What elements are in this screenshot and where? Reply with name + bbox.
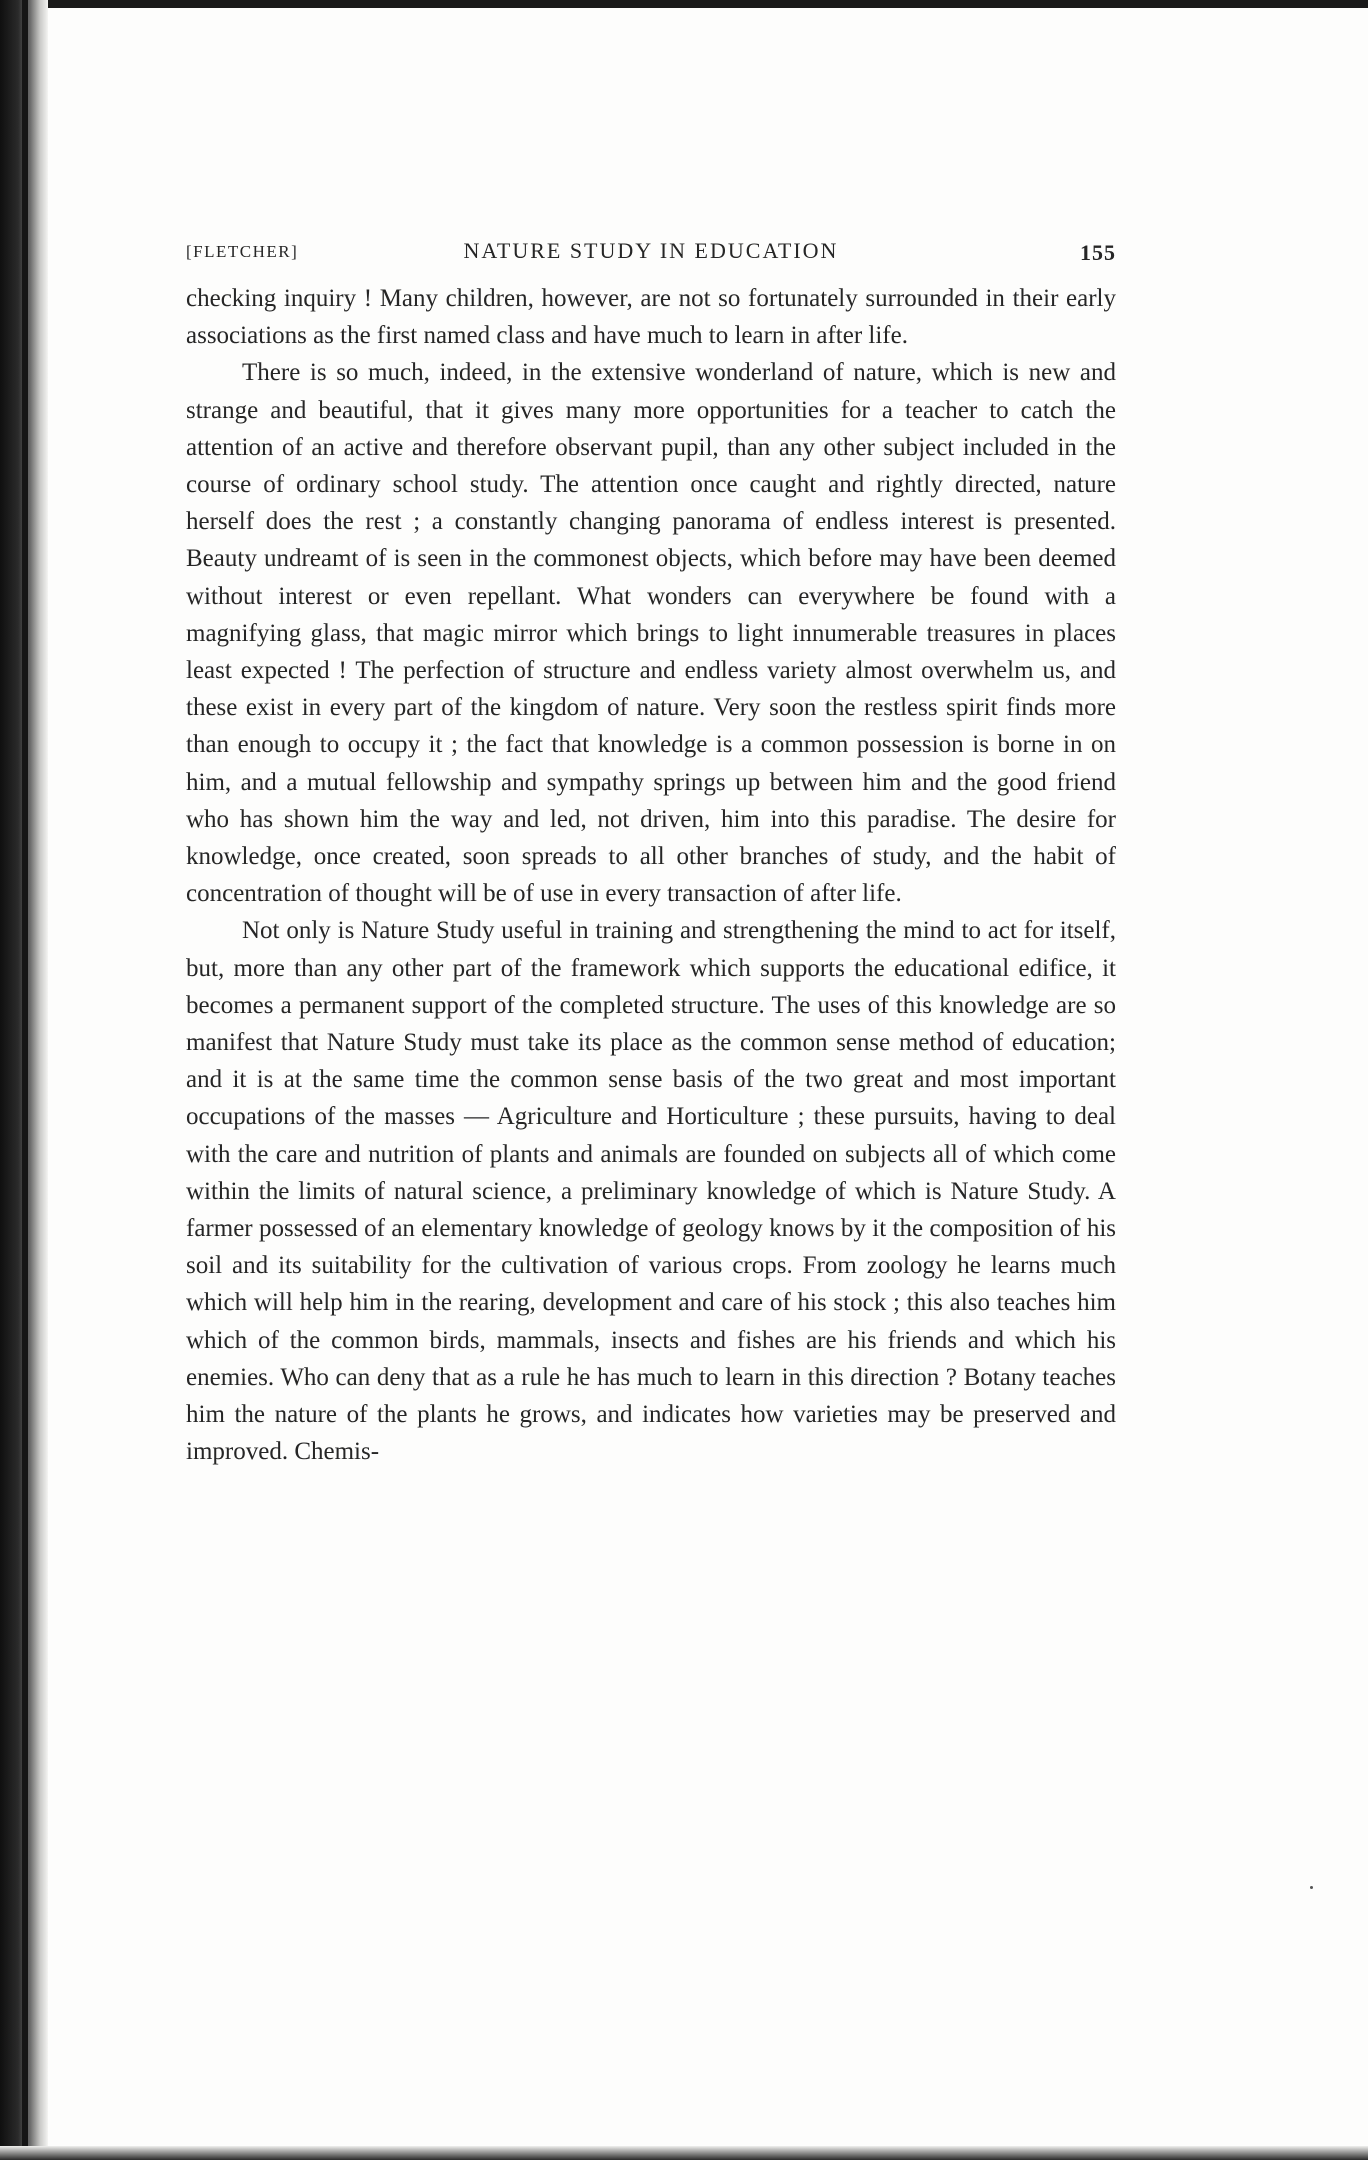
paragraph-2: There is so much, indeed, in the extensive wonderland of nature, which is new and strange and beautiful, that it gives many more opportunities for a teacher to catch the attention of an active and therefore observant pupil, than any other subject included in the course of ordinary school study. The attention once caught and rightly directed, nature herself does the rest ; a constantly changing panorama of endless interest is presented. Beauty undreamt of is seen in the commonest objects, which before may have been deemed without interest or even repellant. What wonders can everywhere be found with a magnifying glass, that magic mirror which brings to light innumerable treasures in places least expected ! The perfection of structure and endless variety almost overwhelm us, and these exist in every part of the kingdom of nature. Very soon the restless spirit finds more than enough to occupy it ; the fact that knowledge is a common possession is borne in on him, and a mutual fellowship and sympathy springs up between him and the good friend who has shown him the way and led, not driven, him into this paradise. The desire for knowledge, once created, soon spreads to all other branches of study, and the habit of concentration of thought will be of use in every transaction of after life. <box>186 359 1116 908</box>
binding-rule <box>22 0 28 2160</box>
scan-top-edge <box>0 0 1368 8</box>
body-text <box>186 280 1116 1471</box>
paragraph-3: Not only is Nature Study useful in training and strengthening the mind to act for itself, but, more than any other part of the framework which supports the educational edifice, it becomes a permanent support of the completed structure. The uses of this knowledge are so manifest that Nature Study must take its place as the common sense method of education; and it is at the same time the common sense basis of the two great and most important occupations of the masses — Agriculture and Horticulture ; these pursuits, having to deal with the care and nutrition of plants and animals are founded on subjects all of which come within the limits of natural science, a preliminary knowledge of which is Nature Study. A farmer possessed of an elementary knowledge of geology knows by it the composition of his soil and its suitability for the cultivation of various crops. From zoology he learns much which will help him in the rearing, development and care of his stock ; this also teaches him which of the common birds, mammals, insects and fishes are his friends and which his enemies. Who can deny that as a rule he has much to learn in this direction ? Botany teaches him the nature of the plants he grows, and indicates how varieties may be preserved and improved. Chemis- <box>186 917 1116 1466</box>
running-head-author: [FLETCHER] <box>186 242 299 261</box>
running-head-title: NATURE STUDY IN EDUCATION <box>463 238 839 263</box>
scan-bottom-edge <box>0 2146 1368 2160</box>
scan-speck <box>1310 1886 1313 1889</box>
running-head <box>186 238 1116 278</box>
page-number: 155 <box>1080 240 1116 265</box>
book-page <box>186 238 1116 1471</box>
paragraph-1: checking inquiry ! Many children, however, are not so fortunately surrounded in their early associations as the first named class and have much to learn in after life. <box>186 285 1116 350</box>
